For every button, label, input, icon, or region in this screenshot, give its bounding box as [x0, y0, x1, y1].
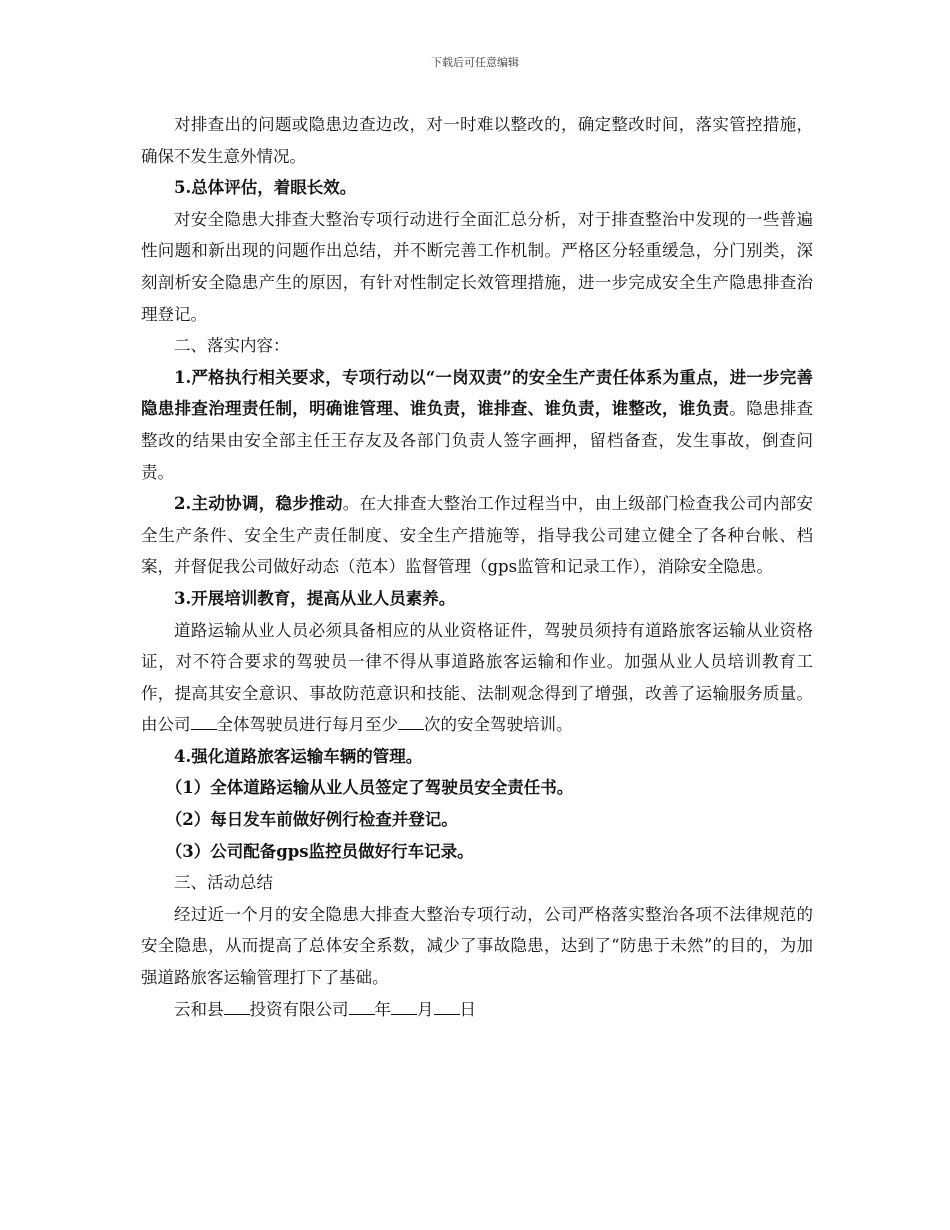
blank-field: [398, 714, 424, 730]
blank-field: [349, 999, 375, 1015]
item-strict-requirements-bold: 1.严格执行相关要求，专项行动以“一岗双责”的安全生产责任体系为重点，进一步完善隐患排查治理责任制，明确谁管理、谁负责，谁排查、谁负责，谁整改，谁负责: [141, 367, 813, 419]
signature-day: 日: [459, 999, 476, 1019]
paragraph-summary: 经过近一个月的安全隐患大排查大整治专项行动，公司严格落实整治各项不法律规范的安全隐患，从而提高了总体安全系数，减少了事故隐患，达到了“防患于未然”的目的，为加强道路旅客运输管理打下了基础。: [141, 904, 813, 988]
blank-field: [224, 999, 250, 1015]
blank-field: [191, 714, 217, 730]
heading-vehicle-management: 4.强化道路旅客运输车辆的管理。: [174, 746, 423, 766]
section-heading-summary: 三、活动总结: [174, 873, 273, 893]
sub-item-2: （2）每日发车前做好例行检查并登记。: [165, 810, 458, 830]
blank-field: [434, 999, 460, 1015]
item-active-coordination: [141, 488, 813, 583]
heading-training: 3.开展培训教育，提高从业人员素养。: [174, 588, 456, 608]
training-text-2: 全体驾驶员进行每月至少: [216, 715, 398, 735]
paragraph-training: [141, 615, 813, 741]
heading-overall-evaluation: 5.总体评估，着眼长效。: [174, 178, 357, 198]
signature-county: 云和县: [174, 999, 224, 1019]
sub-item-1: （1）全体道路运输从业人员签定了驾驶员安全责任书。: [165, 778, 574, 798]
training-text-1: 道路运输从业人员必须具备相应的从业资格证件，驾驶员须持有道路旅客运输从业资格证，对不符合要求的驾驶员一律不得从事道路旅客运输和作业。加强从业人员培训教育工作，提高其安全意识、事故防范意识和技能、法制观念得到了增强，改善了运输服务质量。由公司: [141, 620, 813, 735]
blank-field: [391, 999, 417, 1015]
sub-item-3: （3）公司配备gps监控员做好行车记录。: [165, 841, 474, 861]
document-body: [141, 109, 813, 1025]
item-strict-requirements: [141, 362, 813, 488]
paragraph-rectification: 对排查出的问题或隐患边查边改，对一时难以整改的，确定整改时间，落实管控措施，确保不发生意外情况。: [141, 115, 813, 166]
item-active-coordination-rest: 。在大排查大整治工作过程当中，由上级部门检查我公司内部安全生产条件、安全生产责任制度、安全生产措施等，指导我公司建立健全了各种台帐、档案，并督促我公司做好动态（范本）监督管理（gps监管和记录工作），消除安全隐患。: [141, 494, 814, 577]
training-text-3: 次的安全驾驶培训。: [424, 715, 573, 735]
signature-month: 月: [417, 999, 434, 1019]
paragraph-summary-analysis: 对安全隐患大排查大整治专项行动进行全面汇总分析，对于排查整治中发现的一些普遍性问题和新出现的问题作出总结，并不断完善工作机制。严格区分轻重缓急，分门别类，深刻剖析安全隐患产生的原因，有针对性制定长效管理措施，进一步完成安全生产隐患排查治理登记。: [141, 209, 813, 324]
section-heading-implementation: 二、落实内容：: [174, 336, 290, 356]
signature-year: 年: [374, 999, 391, 1019]
signature-company: 投资有限公司: [249, 999, 349, 1019]
signature-line: [141, 994, 813, 1026]
item-strict-requirements-rest: 。隐患排查整改的结果由安全部主任王存友及各部门负责人签字画押，留档备查，发生事故，倒查问责。: [141, 399, 814, 482]
item-active-coordination-bold: 2.主动协调，稳步推动: [174, 494, 343, 514]
page-header: 下载后可任意编辑: [431, 56, 519, 69]
